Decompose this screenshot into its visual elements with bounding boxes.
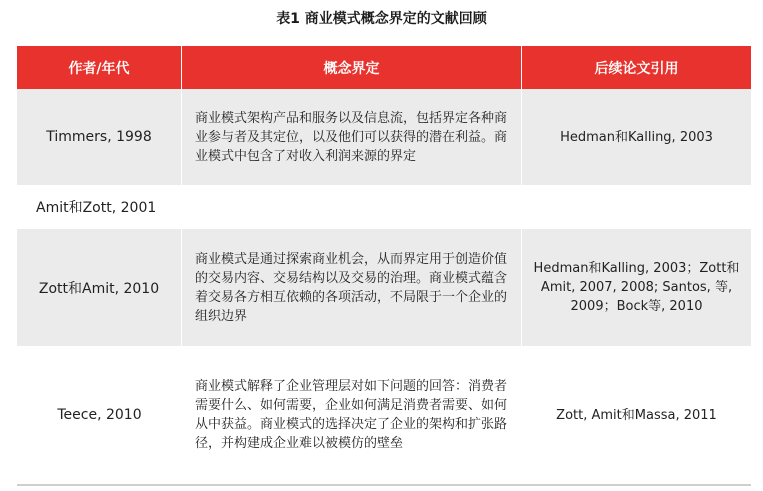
table-row xyxy=(17,346,751,484)
citations-cell: Hedman和Kalling, 2003 xyxy=(560,129,713,145)
definition-cell: 商业模式是通过探索商业机会，从而界定用于创造价值的交易内容、交易结构以及交易的治理。商业模式蕴含着交易各方相互依赖的各项活动，不局限于一个企业的组织边界 xyxy=(182,229,522,346)
table-bottom-rule xyxy=(17,484,751,486)
header-citations: 后续论文引用 xyxy=(594,60,679,77)
table-row xyxy=(17,185,751,229)
author-cell: Zott和Amit, 2010 xyxy=(17,229,182,346)
citations-cell: Hedman和Kalling, 2003；Zott和Amit, 2007, 2008; Santos, 等, 2009；Bock等, 2010 xyxy=(533,261,740,314)
definition-cell xyxy=(182,185,522,229)
definition-cell: 商业模式解释了企业管理层对如下问题的回答：消费者需要什么、如何需要，企业如何满足消费者需要、如何从中获益。商业模式的选择决定了企业的架构和扩张路径，并构建成企业难以被模仿的壁垒 xyxy=(195,379,508,451)
author-cell: Timmers, 1998 xyxy=(17,89,182,185)
author-cell: Teece, 2010 xyxy=(57,407,142,423)
author-cell: Amit和Zott, 2001 xyxy=(36,200,157,216)
citations-cell xyxy=(522,185,751,229)
table-header-row xyxy=(17,46,751,89)
header-concept-definition: 概念界定 xyxy=(182,46,522,89)
table-row xyxy=(17,89,751,185)
citations-cell: Zott, Amit和Massa, 2011 xyxy=(556,407,717,423)
table-caption: 表1 商业模式概念界定的文献回顾 xyxy=(276,11,487,27)
table-row xyxy=(17,229,751,346)
header-author-year: 作者/年代 xyxy=(17,46,182,89)
definition-cell: 商业模式架构产品和服务以及信息流，包括界定各种商业参与者及其定位，以及他们可以获得的潜在利益。商业模式中包含了对收入利润来源的界定 xyxy=(182,89,522,185)
literature-review-table xyxy=(17,46,751,486)
